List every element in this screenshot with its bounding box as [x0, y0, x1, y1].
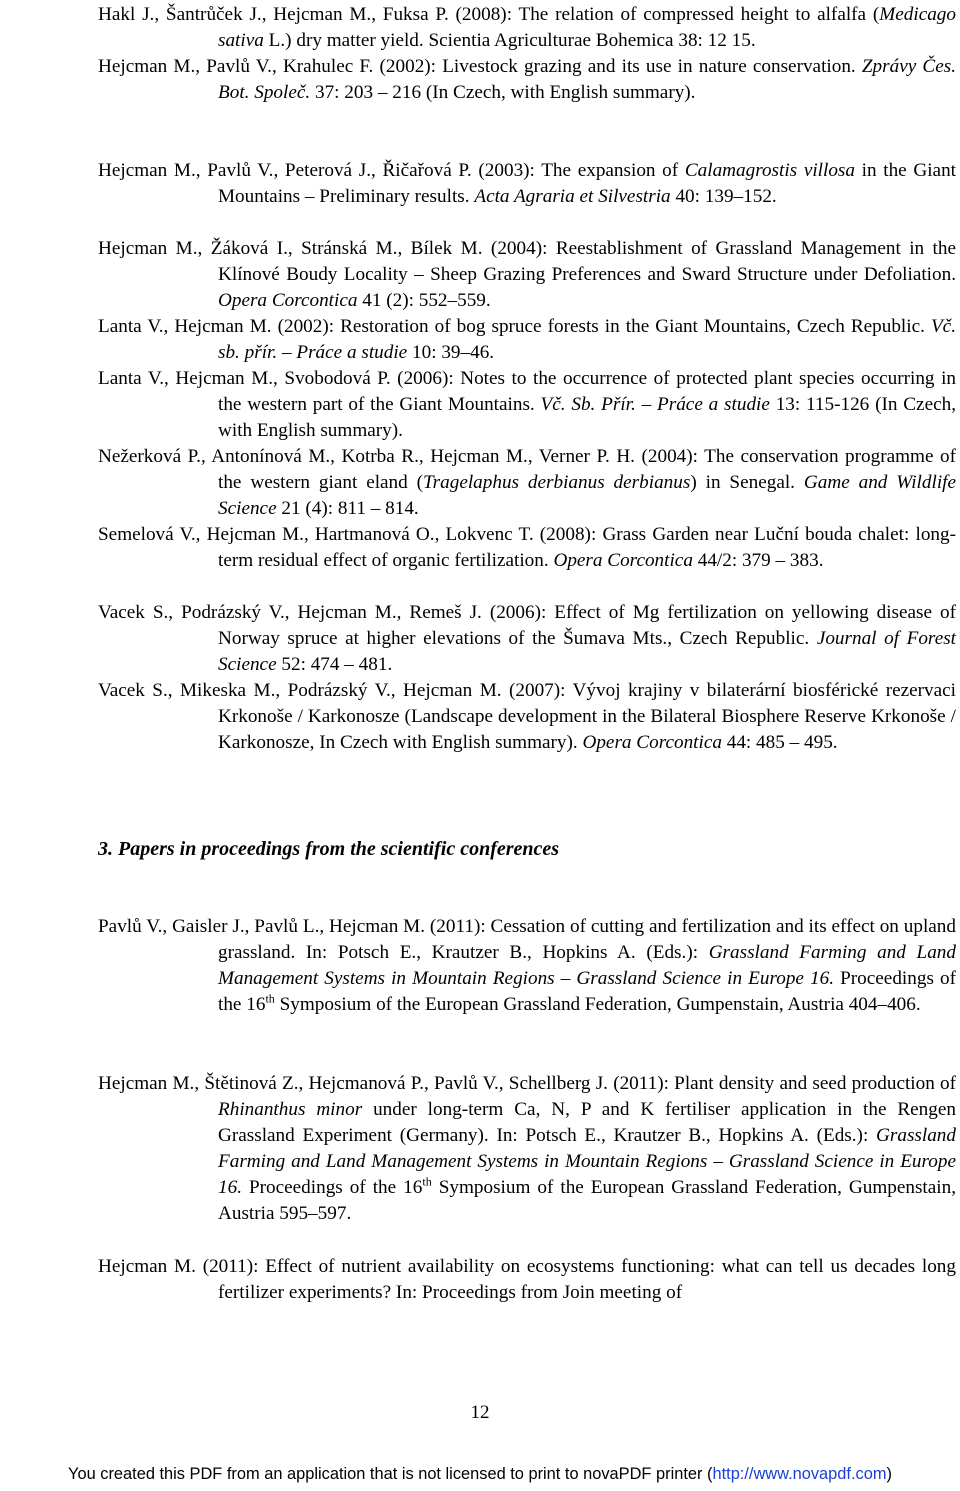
reference-italic: Opera Corcontica	[218, 290, 358, 311]
reference-text: Symposium of the European Grassland Federation, Gumpenstain, Austria 404–406.	[274, 994, 921, 1015]
reference-text: Vacek S., Mikeska M., Podrázský V., Hejcman M. (2007): Vývoj krajiny v bilaterární biosférické rezervaci Krkonoše / Karkonosze (Landscape development in the Bilateral Biosphere Reserve Krkonoše / Karkonosze, In Czech with English summary).	[98, 680, 956, 753]
reference-text: Semelová V., Hejcman M., Hartmanová O., Lokvenc T. (2008): Grass Garden near Luční bouda chalet: long-term residual effect of organic fertilization.	[98, 524, 956, 571]
reference-entry	[98, 1254, 956, 1306]
reference-entry	[98, 236, 956, 314]
reference-text: L.) dry matter yield. Scientia Agriculturae Bohemica 38: 12 15.	[263, 30, 756, 51]
reference-italic: Rhinanthus minor	[218, 1099, 363, 1120]
reference-text: Proceedings of the 16	[241, 1177, 423, 1198]
reference-entry	[98, 444, 956, 522]
reference-text: Symposium of the European Grassland Federation, Gumpenstain, Austria 595–597.	[218, 1177, 956, 1224]
pdf-footer-notice	[0, 1465, 960, 1484]
page-number: 12	[470, 1402, 490, 1423]
reference-entry	[98, 522, 956, 574]
reference-text: 10: 39–46.	[407, 342, 495, 363]
reference-text: 21 (4): 811 – 814.	[276, 498, 419, 519]
reference-italic: Vč. Sb. Přír. – Práce a studie	[540, 394, 770, 415]
reference-text: Hejcman M., Štětinová Z., Hejcmanová P., Pavlů V., Schellberg J. (2011): Plant density and seed production of	[98, 1073, 956, 1094]
reference-text: Proceedings of the 16	[218, 968, 956, 1015]
reference-text: in the Giant Mountains – Preliminary results.	[218, 160, 956, 207]
reference-italic: Calamagrostis villosa	[684, 160, 855, 181]
reference-italic: Grassland Farming and Land Management Systems in Mountain Regions – Grassland Science in Europe 16.	[218, 942, 956, 989]
reference-text: Pavlů V., Gaisler J., Pavlů L., Hejcman M. (2011): Cessation of cutting and fertilization and its effect on upland grassland. In: Potsch E., Krautzer B., Hopkins A. (Eds.):	[98, 916, 956, 963]
superscript: th	[265, 991, 275, 1006]
reference-text: Hejcman M. (2011): Effect of nutrient availability on ecosystems functioning: what can tell us decades long fertilizer experiments? In: Proceedings from Join meeting of	[98, 1256, 956, 1303]
reference-text: Hakl J., Šantrůček J., Hejcman M., Fuksa P. (2008): The relation of compressed height to alfalfa (	[98, 4, 880, 25]
reference-text: Lanta V., Hejcman M., Svobodová P. (2006): Notes to the occurrence of protected plant species occurring in the western part of the Giant Mountains.	[98, 368, 956, 415]
footer-link[interactable]: http://www.novapdf.com	[712, 1465, 887, 1483]
reference-entry	[98, 366, 956, 444]
reference-entry	[98, 914, 956, 1018]
reference-italic: Acta Agraria et Silvestria	[474, 186, 671, 207]
reference-text: 37: 203 – 216 (In Czech, with English summary).	[310, 82, 696, 103]
reference-text: Vacek S., Podrázský V., Hejcman M., Remeš J. (2006): Effect of Mg fertilization on yellowing disease of Norway spruce at higher elevations of the Šumava Mts., Czech Republic.	[98, 602, 956, 649]
reference-text: Nežerková P., Antonínová M., Kotrba R., Hejcman M., Verner P. H. (2004): The conservation programme of the western giant eland (	[98, 446, 956, 493]
reference-text: Lanta V., Hejcman M. (2002): Restoration of bog spruce forests in the Giant Mountains, Czech Republic.	[98, 316, 931, 337]
reference-text: 44: 485 – 495.	[721, 732, 838, 753]
footer-text: You created this PDF from an application that is not licensed to print to novaPDF printer (	[68, 1465, 713, 1483]
reference-entry	[98, 1071, 956, 1227]
reference-text: Hejcman M., Pavlů V., Krahulec F. (2002): Livestock grazing and its use in nature conservation.	[98, 56, 862, 77]
reference-italic: Journal of Forest Science	[218, 628, 957, 675]
reference-italic: Opera Corcontica	[553, 550, 693, 571]
reference-text: Hejcman M., Pavlů V., Peterová J., Řičařová P. (2003): The expansion of	[98, 160, 685, 181]
reference-entry	[98, 2, 956, 54]
reference-text: ) in Senegal.	[690, 472, 804, 493]
footer-text: )	[886, 1465, 892, 1483]
reference-text: under long-term Ca, N, P and K fertiliser application in the Rengen Grassland Experiment (Germany). In: Potsch E., Krautzer B., Hopkins A. (Eds.):	[218, 1099, 956, 1146]
reference-text: 44/2: 379 – 383.	[692, 550, 824, 571]
reference-entry	[98, 678, 956, 756]
reference-entry	[98, 314, 956, 366]
reference-italic: Game and Wildlife Science	[218, 472, 956, 519]
reference-entry	[98, 158, 956, 210]
section-heading: 3. Papers in proceedings from the scientific conferences	[98, 838, 560, 860]
reference-entry	[98, 54, 956, 106]
reference-text: 40: 139–152.	[670, 186, 777, 207]
superscript: th	[422, 1174, 432, 1189]
reference-text: 13: 115-126 (In Czech, with English summary).	[218, 394, 956, 441]
reference-entry	[98, 600, 956, 678]
reference-italic: Opera Corcontica	[582, 732, 722, 753]
reference-italic: Medicago sativa	[218, 4, 956, 51]
reference-text: Hejcman M., Žáková I., Stránská M., Bílek M. (2004): Reestablishment of Grassland Management in the Klínové Boudy Locality – Sheep Grazing Preferences and Sward Structure under Defoliation.	[98, 238, 956, 285]
reference-italic: Zprávy Čes. Bot. Společ.	[218, 56, 957, 103]
reference-italic: Grassland Farming and Land Management Systems in Mountain Regions – Grassland Science in Europe 16.	[218, 1125, 956, 1198]
reference-italic: Tragelaphus derbianus derbianus	[423, 472, 691, 493]
reference-text: 41 (2): 552–559.	[357, 290, 491, 311]
reference-italic: Vč. sb. přír. – Práce a studie	[218, 316, 956, 363]
reference-text: 52: 474 – 481.	[276, 654, 393, 675]
